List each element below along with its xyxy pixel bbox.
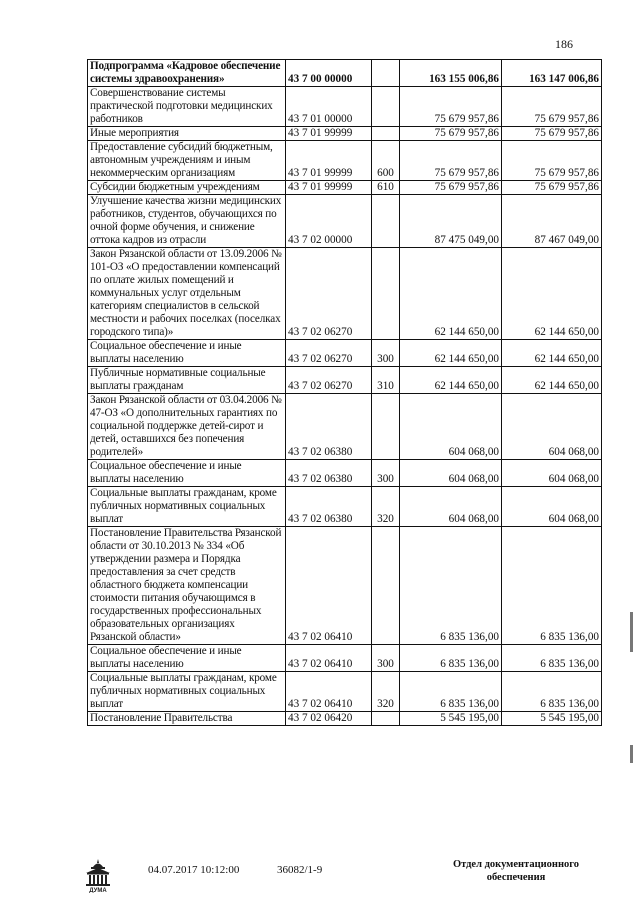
row-expense-type-cell [372,527,400,645]
row-amount-2-cell: 87 467 049,00 [502,195,602,248]
row-name-cell: Социальное обеспечение и иные выплаты населению [88,460,286,487]
table-row [88,141,602,181]
budget-table-body [88,60,602,726]
row-amount-2-cell: 5 545 195,00 [502,712,602,726]
row-code-cell: 43 7 01 00000 [286,87,372,127]
row-amount-2-cell: 604 068,00 [502,460,602,487]
row-amount-2-cell: 75 679 957,86 [502,87,602,127]
table-row [88,487,602,527]
footer-department [436,858,596,884]
footer-department-line-2: обеспечения [486,872,546,883]
footer-department-line-1: Отдел документационного [452,859,580,870]
row-name-cell: Социальное обеспечение и иные выплаты населению [88,645,286,672]
row-amount-1-cell: 87 475 049,00 [400,195,502,248]
row-name-cell: Постановление Правительства [88,712,286,726]
row-name-cell: Улучшение качества жизни медицинских работников, студентов, обучающихся по очной форме обучения, и снижение оттока кадров из отрасли [88,195,286,248]
row-amount-1-cell: 163 155 006,86 [400,60,502,87]
row-code-cell: 43 7 02 06270 [286,367,372,394]
row-name-cell: Иные мероприятия [88,127,286,141]
scan-edge-mark [630,612,633,652]
row-amount-2-cell: 62 144 650,00 [502,340,602,367]
row-expense-type-cell: 320 [372,487,400,527]
row-amount-1-cell: 62 144 650,00 [400,340,502,367]
row-expense-type-cell [372,712,400,726]
row-code-cell: 43 7 00 00000 [286,60,372,87]
row-code-cell: 43 7 02 06410 [286,645,372,672]
table-row [88,527,602,645]
row-expense-type-cell [372,195,400,248]
row-expense-type-cell: 610 [372,181,400,195]
table-row [88,127,602,141]
row-name-cell: Социальное обеспечение и иные выплаты населению [88,340,286,367]
row-code-cell: 43 7 02 00000 [286,195,372,248]
row-expense-type-cell [372,248,400,340]
row-amount-2-cell: 75 679 957,86 [502,181,602,195]
row-expense-type-cell [372,87,400,127]
svg-text:ДУМА: ДУМА [89,888,107,893]
row-name-cell: Социальные выплаты гражданам, кроме публичных нормативных социальных выплат [88,672,286,712]
table-row [88,248,602,340]
table-row [88,460,602,487]
row-amount-2-cell: 75 679 957,86 [502,141,602,181]
row-amount-1-cell: 75 679 957,86 [400,127,502,141]
row-expense-type-cell [372,394,400,460]
row-amount-2-cell: 6 835 136,00 [502,527,602,645]
row-name-cell: Совершенствование системы практической подготовки медицинских работников [88,87,286,127]
row-code-cell: 43 7 02 06420 [286,712,372,726]
row-amount-1-cell: 6 835 136,00 [400,527,502,645]
table-row [88,60,602,87]
row-amount-1-cell: 62 144 650,00 [400,367,502,394]
row-amount-1-cell: 75 679 957,86 [400,181,502,195]
row-amount-2-cell: 163 147 006,86 [502,60,602,87]
row-name-cell: Публичные нормативные социальные выплаты гражданам [88,367,286,394]
row-amount-1-cell: 6 835 136,00 [400,672,502,712]
table-row [88,367,602,394]
row-amount-2-cell: 604 068,00 [502,487,602,527]
table-row [88,195,602,248]
row-expense-type-cell: 310 [372,367,400,394]
row-code-cell: 43 7 02 06270 [286,248,372,340]
page-footer [0,850,640,905]
table-row [88,712,602,726]
row-expense-type-cell: 300 [372,340,400,367]
row-name-cell: Социальные выплаты гражданам, кроме публичных нормативных социальных выплат [88,487,286,527]
row-amount-1-cell: 75 679 957,86 [400,141,502,181]
row-amount-1-cell: 604 068,00 [400,394,502,460]
row-code-cell: 43 7 02 06410 [286,527,372,645]
table-row [88,672,602,712]
page-number: 186 [555,37,573,51]
row-name-cell: Предоставление субсидий бюджетным, автономным учреждениям и иным некоммерческим организациям [88,141,286,181]
row-code-cell: 43 7 01 99999 [286,127,372,141]
table-row [88,340,602,367]
row-expense-type-cell [372,60,400,87]
table-row [88,645,602,672]
row-expense-type-cell [372,127,400,141]
row-expense-type-cell: 300 [372,460,400,487]
row-amount-1-cell: 604 068,00 [400,460,502,487]
row-code-cell: 43 7 02 06380 [286,460,372,487]
row-code-cell: 43 7 02 06270 [286,340,372,367]
row-name-cell: Субсидии бюджетным учреждениям [88,181,286,195]
row-amount-1-cell: 75 679 957,86 [400,87,502,127]
row-code-cell: 43 7 02 06410 [286,672,372,712]
footer-doc-number: 36082/1-9 [277,864,323,876]
row-code-cell: 43 7 01 99999 [286,181,372,195]
row-expense-type-cell: 600 [372,141,400,181]
row-code-cell: 43 7 02 06380 [286,394,372,460]
row-amount-2-cell: 62 144 650,00 [502,367,602,394]
row-expense-type-cell: 300 [372,645,400,672]
row-amount-2-cell: 604 068,00 [502,394,602,460]
duma-building-logo-icon [84,857,112,893]
table-row [88,181,602,195]
row-amount-1-cell: 5 545 195,00 [400,712,502,726]
row-name-cell: Закон Рязанской области от 13.09.2006 № 101-ОЗ «О предоставлении компенсаций по оплате жилых помещений и коммунальных услуг отдельным категориям специалистов в сельской местности и рабочих поселках (поселках городского типа)» [88,248,286,340]
row-name-cell: Постановление Правительства Рязанской области от 30.10.2013 № 334 «Об утверждении размера и Порядка предоставления за счет средств областного бюджета компенсации стоимости питания обучающимся в государственных профессиональных образовательных организациях Рязанской области» [88,527,286,645]
row-code-cell: 43 7 01 99999 [286,141,372,181]
row-amount-1-cell: 6 835 136,00 [400,645,502,672]
row-amount-2-cell: 62 144 650,00 [502,248,602,340]
row-amount-2-cell: 6 835 136,00 [502,645,602,672]
row-name-cell: Подпрограмма «Кадровое обеспечение системы здравоохранения» [88,60,286,87]
row-code-cell: 43 7 02 06380 [286,487,372,527]
scan-edge-mark [630,745,633,763]
row-amount-1-cell: 62 144 650,00 [400,248,502,340]
row-amount-2-cell: 6 835 136,00 [502,672,602,712]
table-row [88,394,602,460]
table-row [88,87,602,127]
row-name-cell: Закон Рязанской области от 03.04.2006 № 47-ОЗ «О дополнительных гарантиях по социальной поддержке детей-сирот и детей, оставшихся без попечения родителей» [88,394,286,460]
row-amount-1-cell: 604 068,00 [400,487,502,527]
row-expense-type-cell: 320 [372,672,400,712]
row-amount-2-cell: 75 679 957,86 [502,127,602,141]
budget-table [87,59,602,726]
footer-date: 04.07.2017 10:12:00 [148,864,240,876]
